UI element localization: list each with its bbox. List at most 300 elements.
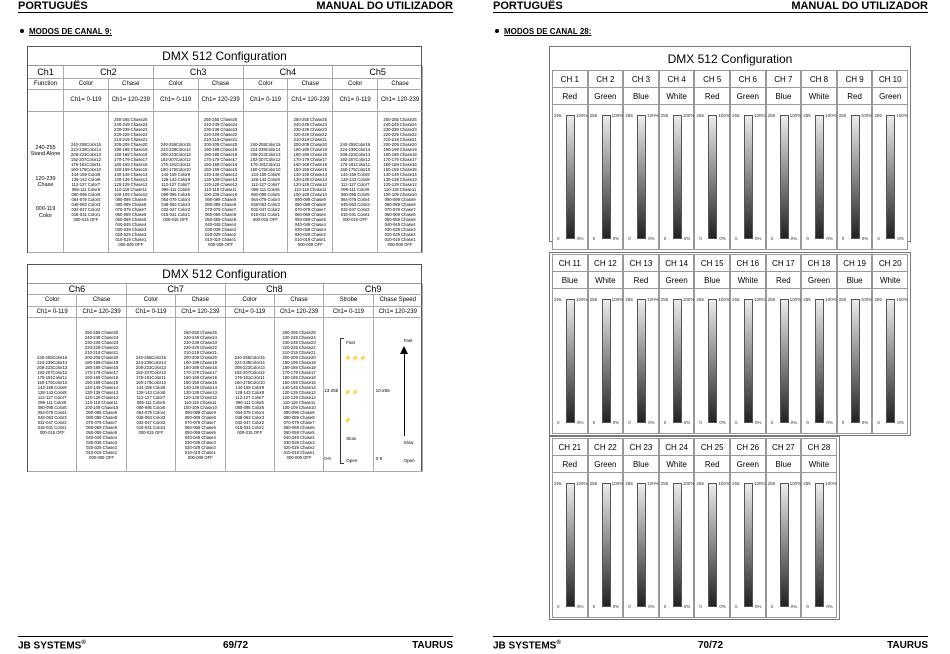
range-1: Ch1= 120-239 [109,90,154,112]
strobe-bracket [340,338,344,464]
scale-dmx-max: 255 [625,113,633,118]
chase-range-item: 130-139 Chase13 [282,389,316,395]
color-range-item: 224-239Color14 [250,147,281,152]
color-range-item: 208-223Color13 [70,152,101,157]
intensity-bar [708,115,717,239]
color-range-item: 096-111 Color6 [235,399,264,405]
color-range-item: 064-079 Color4 [37,409,67,415]
chase-range-item: 180-189 Chase18 [383,152,417,157]
color-range-item: 128-143 Color8 [251,177,280,182]
chase-range-item: 220-229 Chase22 [282,344,316,350]
chase-range-item: 110-119 Chase11 [184,399,217,405]
chase-range-item: 160-169 Chase16 [183,374,217,380]
table-title: DMX 512 Configuration [28,265,421,284]
header-ch1: Ch1 [28,66,64,79]
chase-range-item: 040-049 Chase4 [384,222,416,227]
scale-dmx-max: 255 [696,113,704,118]
chase-range-item: 050-059 Chase5 [115,217,147,222]
chase-list [288,112,333,253]
scale-pct-max: 100% [789,481,802,486]
color-range-item: 016-031 Color1 [161,212,191,217]
channel-name: CH 24 [660,439,694,456]
chase-range-item: 040-049 Chase4 [205,222,237,227]
subheader-5: Chase [275,295,324,307]
scale-dmx-max: 255 [660,297,669,302]
subheader-7: Chase Speed [374,295,423,307]
scale-dmx-min: 0 [628,604,631,609]
chase-range-item: 240-249 Chase24 [203,122,238,127]
channel-color: Blue [624,88,658,105]
chase-range-item: 070-079 Chase7 [86,419,118,425]
range-3: Ch1= 120-239 [199,90,244,112]
scale-dmx-min: 0 [628,236,631,241]
speed-column [374,318,423,472]
page-header [493,0,928,13]
chase-range-item: 020-029 Chase2 [384,232,416,237]
color-range-item: 240-255Color15 [234,354,265,360]
scale-dmx-min: 0 [592,604,596,609]
range-2: Ch1= 0-119 [154,90,199,112]
chase-range-item: 030-039 Chase3 [205,227,237,232]
chase-range-item: 040-049 Chase4 [86,434,118,440]
color-range-item: 192-207Color12 [37,369,68,375]
subheader-4: Chase [199,79,244,90]
header-ch8: Ch8 [226,284,325,295]
color-range-item: 000-015 OFF [252,217,278,222]
scale-dmx-min: 0 [841,420,845,425]
chase-range-item: 180-189 Chase18 [203,152,238,157]
color-range-item: 080-095 Color5 [136,404,166,410]
scale-pct-max: 100% [611,481,624,486]
section-heading: MODOS DE CANAL 9: [20,27,112,36]
scale-dmx-min: 0 [557,604,560,609]
scale-dmx-max: 255 [589,481,598,486]
scale-pct-max: 100% [576,113,588,118]
color-range-item: 000-015 OFF [342,217,368,222]
chase-range-item: 090-099 Chase9 [294,197,326,202]
lightning-icon: ⚡⚡ [344,390,360,396]
range-7: Ch1= 120-239 [378,90,423,112]
chase-range-item: 220-229 Chase22 [383,132,417,137]
channel-name: CH 10 [873,71,907,88]
scale-pct-max: 100% [825,113,837,118]
header-ch5: Ch5 [333,66,423,79]
chase-range-item: 020-029 Chase2 [115,232,147,237]
channel-10 [872,70,908,250]
chase-list [176,318,225,472]
chase-range-item: 120-129 Chase12 [383,182,417,187]
scale-pct-max: 100% [825,481,837,486]
scale-dmx-max: 255 [803,113,811,118]
color-range-item: 224-239Color14 [234,359,265,365]
chase-range-item: 020-029 Chase2 [205,232,237,237]
color-range-item: 128-143 Color8 [235,389,265,395]
chase-range-item: 240-249 Chase24 [183,334,217,340]
color-range-item: 096-111 Color6 [161,187,190,192]
scale-dmx-min: 0 [770,236,774,241]
chase-range-item: 030-039 Chase3 [283,439,315,445]
channel-4 [659,70,695,250]
row-frame [549,252,911,436]
scale-pct-max: 100% [860,113,873,118]
function-column [28,112,64,253]
color-range-item: 032-047 Color2 [37,419,67,425]
color-range-item: 096-111 Color6 [136,399,166,405]
chase-range-item: 090-099 Chase9 [205,197,237,202]
channel-name: CH 14 [660,255,694,272]
scale-pct-min: 0% [719,604,726,609]
color-range-item: 080-095 Color5 [71,192,101,197]
chase-range-item: 030-039 Chase3 [294,227,326,232]
color-range-item: 192-207Color12 [340,157,371,162]
chase-range-item: 140-149 Chase14 [84,384,119,390]
scale-dmx-min: 0 [841,236,845,241]
color-range-item: 016-031 Color1 [251,212,280,217]
range-7: Ch1= 120-239 [374,307,423,318]
color-range-item: 048-063 Color3 [161,202,191,207]
channel-8 [801,70,837,250]
scale-dmx-max: 255 [732,297,740,302]
chase-range-item: 100-109 Chase10 [183,404,217,410]
subheader-8: Chase [378,79,423,90]
scale-dmx-min: 0 [557,420,560,425]
header-ch3: Ch3 [154,66,244,79]
channel-name: CH 3 [624,71,658,88]
chase-range-item: 020-029 Chase2 [294,232,326,237]
color-range-item: 160-175Color10 [160,167,191,172]
color-list [333,112,378,253]
range-1: Ch1= 120-239 [77,307,126,318]
channel-color: Green [660,272,694,289]
scale-dmx-max: 255 [625,481,633,486]
subheader-1: Chase [77,295,126,307]
scale-dmx-min: 0 [735,604,738,609]
channel-color: White [873,272,907,289]
color-range-item: 080-095 Color5 [235,404,265,410]
color-range-item: 176-191Color11 [136,374,166,380]
color-range-item: 208-223Color13 [250,152,281,157]
color-range-item: 096-111 Color6 [71,187,101,192]
scale-dmx-min: 0 [735,420,738,425]
channel-2 [588,70,624,250]
chase-range-item: 180-189 Chase18 [282,364,316,370]
scale-dmx-max: 255 [589,297,598,302]
channel-name: CH 6 [731,71,765,88]
scale-dmx-max: 255 [767,113,776,118]
color-range-item: 000-015 OFF [163,217,189,222]
subheader-0: Function [28,79,64,90]
channel-color: White [589,272,623,289]
color-range-item: 144-159 Color9 [251,172,280,177]
chase-range-item: 130-139 Chase13 [183,389,217,395]
scale-dmx-min: 0 [663,236,667,241]
channel-name: CH 1 [553,71,587,88]
chase-range-item: 120-129 Chase12 [84,394,119,400]
scale-dmx-min: 0 [557,236,560,241]
chase-range-item: 240-249 Chase24 [293,122,327,127]
chase-range-item: 060-069 Chase6 [86,424,118,430]
page-footer [493,636,928,654]
color-range-item: 240-255Color15 [70,142,101,147]
intensity-bar [744,115,753,239]
color-range-item: 016-031 Color1 [235,424,265,430]
scale-dmx-max: 255 [838,297,847,302]
chase-range-item: 190-199 Chase19 [282,359,316,365]
channel-name: CH 5 [695,71,729,88]
chase-list [378,112,423,253]
color-range-item: 112-127 Color7 [340,182,370,187]
footer-brand-text: JB SYSTEMS [18,640,82,652]
chase-range-item: 150-159 Chase15 [383,167,417,172]
color-range-item: 064-079 Color4 [136,409,166,415]
color-range-item: 096-111 Color6 [38,399,67,405]
speed-range: 10-255 [375,388,390,393]
chase-range-item: 090-099 Chase9 [384,197,416,202]
color-range-item: 144-159 Color9 [235,384,265,390]
scale-pct-min: 0% [861,420,869,425]
subheader-2: Color [127,295,176,307]
chase-range-item: 210-219 Chase21 [282,349,316,355]
chase-range-item: 230-239 Chase23 [183,339,217,345]
color-range-item: 176-191Color11 [71,162,101,167]
chase-range-item: 040-049 Chase4 [184,434,216,440]
color-range-item: 144-159 Color9 [37,384,67,390]
scale-pct-max: 100% [789,113,802,118]
chase-range-item: 040-049 Chase4 [283,434,315,440]
color-range-item: 080-095 Color5 [251,192,280,197]
channel-color: White [660,88,694,105]
table-title: DMX 512 Configuration [28,47,421,66]
chase-range-item: 170-179 Chase17 [183,369,217,375]
table-grid [28,284,421,471]
color-range-item: 176-191Color11 [250,162,281,167]
chase-range-item: 220-229 Chase22 [293,132,327,137]
chase-range-item: 100-109 Chase10 [203,192,238,197]
strobe-label: Open [346,458,358,463]
dmx-config-table-ch6-9 [27,264,422,472]
chase-range-item: 050-059 Chase5 [384,217,416,222]
channel-9 [837,70,873,250]
scale-dmx-max: 255 [874,297,882,302]
chase-range-item: 120-129 Chase12 [282,394,316,400]
channel-name: CH 7 [767,71,801,88]
channel-3 [623,70,659,250]
channel-color: Blue [553,272,587,289]
chase-list [77,318,126,472]
chase-range-item: 050-059 Chase5 [86,429,118,435]
chase-range-item: 250-255 Chase25 [183,329,217,335]
chase-range-item: 110-119 Chase11 [383,187,417,192]
scale-pct-max: 100% [611,297,624,302]
color-range-item: 240-255Color15 [160,142,191,147]
chase-range-item: 200-209 Chase20 [282,354,316,360]
scale-dmx-max: 255 [625,297,633,302]
chase-range-item: 200-209 Chase20 [203,142,238,147]
scale-pct-max: 100% [647,113,659,118]
chase-range-item: 150-159 Chase15 [293,167,327,172]
chase-range-item: 000-009 OFF [387,242,413,247]
scale-pct-min: 0% [861,236,869,241]
scale-dmx-min: 0 [770,420,774,425]
header-ch7: Ch7 [127,284,226,295]
channel-color: White [731,272,765,289]
chase-range-item: 210-219 Chase21 [293,137,327,142]
scale-dmx-max: 255 [660,113,669,118]
color-range-item: 000-015 OFF [138,429,164,435]
chase-range-item: 120-129 Chase12 [114,182,148,187]
channel-name: CH 11 [553,255,587,272]
registered-mark: ® [81,640,86,646]
chase-range-item: 120-129 Chase12 [203,182,238,187]
color-range-item: 048-063 Color3 [235,414,265,420]
color-range-item: 048-063 Color3 [340,202,370,207]
channel-color: Red [695,456,729,473]
chase-range-item: 010-019 Chase1 [86,449,118,455]
scale-dmx-min: 0 [699,604,702,609]
scale-dmx-min: 0 [770,604,774,609]
channel-color: Red [624,272,658,289]
color-range-item: 128-143 Color8 [161,177,191,182]
page-number: 70/72 [697,640,724,651]
scale-pct-max: 100% [718,297,730,302]
channel-1 [552,70,588,250]
scale-dmx-max: 255 [660,481,669,486]
strobe-range: 13-255 [324,388,339,393]
color-list [28,318,77,472]
color-range-item: 000-015 OFF [39,429,65,435]
chase-range-item: 100-109 Chase10 [282,404,316,410]
channel-name: CH 19 [838,255,872,272]
scale-pct-min: 0% [790,236,798,241]
scale-pct-max: 100% [825,297,837,302]
color-range-item: 048-063 Color3 [251,202,280,207]
registered-mark: ® [556,640,561,646]
chase-range-item: 060-069 Chase6 [384,212,416,217]
scale-pct-max: 100% [754,297,766,302]
color-list [64,112,109,253]
chase-range-item: 070-079 Chase7 [294,207,326,212]
channel-color: Red [767,272,801,289]
chase-range-item: 050-059 Chase5 [184,429,216,435]
scale-pct-min: 0% [612,604,620,609]
scale-pct-min: 0% [790,420,798,425]
scale-dmx-max: 255 [874,113,882,118]
subheader-4: Color [226,295,275,307]
chase-range-item: 020-029 Chase2 [184,444,216,450]
chase-range-item: 060-069 Chase6 [205,212,237,217]
range-5: Ch1= 120-239 [275,307,324,318]
color-range-item: 128-143 Color8 [71,177,101,182]
chase-range-item: 100-109 Chase10 [84,404,119,410]
chase-range-item: 030-039 Chase3 [384,227,416,232]
color-range-item: 048-063 Color3 [37,414,67,420]
chase-range-item: 010-019 Chase1 [184,449,216,455]
chase-range-item: 130-139 Chase13 [114,177,148,182]
channel-color: Green [731,88,765,105]
color-range-item: 032-047 Color2 [136,419,166,425]
scale-dmx-max: 255 [589,113,598,118]
table-title: DMX 512 Configuration [667,52,793,66]
scale-dmx-max: 255 [767,481,776,486]
scale-dmx-min: 0 [628,420,631,425]
chase-range-item: 140-149 Chase14 [282,384,316,390]
chase-range-item: 150-159 Chase15 [183,379,217,385]
range-blank [28,90,64,112]
speed-label: Slow [403,440,414,445]
chase-range-item: 160-169 Chase16 [293,162,327,167]
color-range-item: 208-223Color13 [135,364,166,370]
table-grid [28,66,421,252]
channel-6 [730,70,766,250]
scale-dmx-min: 0 [877,236,880,241]
chase-range-item: 210-219 Chase21 [114,137,148,142]
channel-name: CH 21 [553,439,587,456]
channel-name: CH 15 [695,255,729,272]
channel-name: CH 26 [731,439,765,456]
scale-dmx-max: 255 [803,297,811,302]
speed-label: Fast [403,338,413,343]
up-arrow-head [400,346,408,354]
chase-range-item: 170-179 Chase17 [293,157,327,162]
chase-range-item: 080-089 Chase8 [294,202,326,207]
chase-range-item: 030-039 Chase3 [184,439,216,445]
scale-dmx-min: 0 [663,420,667,425]
color-range-item: 064-079 Color4 [251,197,280,202]
strobe-column [324,318,373,472]
intensity-bar [673,115,682,239]
chase-range-item: 190-199 Chase19 [114,147,148,152]
color-range-item: 112-127 Color7 [71,182,101,187]
chase-range-item: 110-119 Chase11 [294,187,327,192]
color-range-item: 224-239Color14 [160,147,191,152]
chase-range-item: 120-129 Chase12 [293,182,327,187]
color-range-item: 160-175Color10 [37,379,68,385]
channel-color: Green [589,88,623,105]
range-3: Ch1= 120-239 [176,307,225,318]
chase-range-item: 240-249 Chase24 [84,334,119,340]
chase-range-item: 220-229 Chase22 [183,344,217,350]
color-range-item: 112-127 Color7 [251,182,280,187]
range-4: Ch1= 0-119 [226,307,275,318]
channel-color: Green [589,456,623,473]
intensity-bar [851,115,860,239]
subheader-0: Color [28,295,77,307]
intensity-bar [886,115,895,239]
scale-dmx-min: 0 [592,420,596,425]
dmx-config-table-9ch [27,46,422,253]
scale-dmx-min: 0 [699,420,702,425]
channel-color: Red [695,88,729,105]
chase-range-item: 140-149 Chase14 [114,172,148,177]
channel-color: White [802,456,836,473]
function-range: 240-255 Stand Alone [30,145,61,158]
color-range-item: 128-143 Color8 [340,177,370,182]
scale-pct-min: 0% [577,420,584,425]
scale-dmx-max: 255 [767,297,776,302]
scale-pct-min: 0% [755,604,762,609]
chase-range-item: 190-199 Chase19 [203,147,238,152]
chase-range-item: 160-169 Chase16 [282,374,316,380]
scale-dmx-max: 255 [554,113,562,118]
scale-dmx-min: 0 [877,420,880,425]
chase-range-item: 070-079 Chase7 [115,207,147,212]
channel-name: CH 23 [624,439,658,456]
channel-name: CH 4 [660,71,694,88]
channel-color: Blue [767,88,801,105]
range-0: Ch1= 0-119 [28,307,77,318]
color-range-item: 144-159 Color9 [71,172,101,177]
channel-name: CH 27 [767,439,801,456]
